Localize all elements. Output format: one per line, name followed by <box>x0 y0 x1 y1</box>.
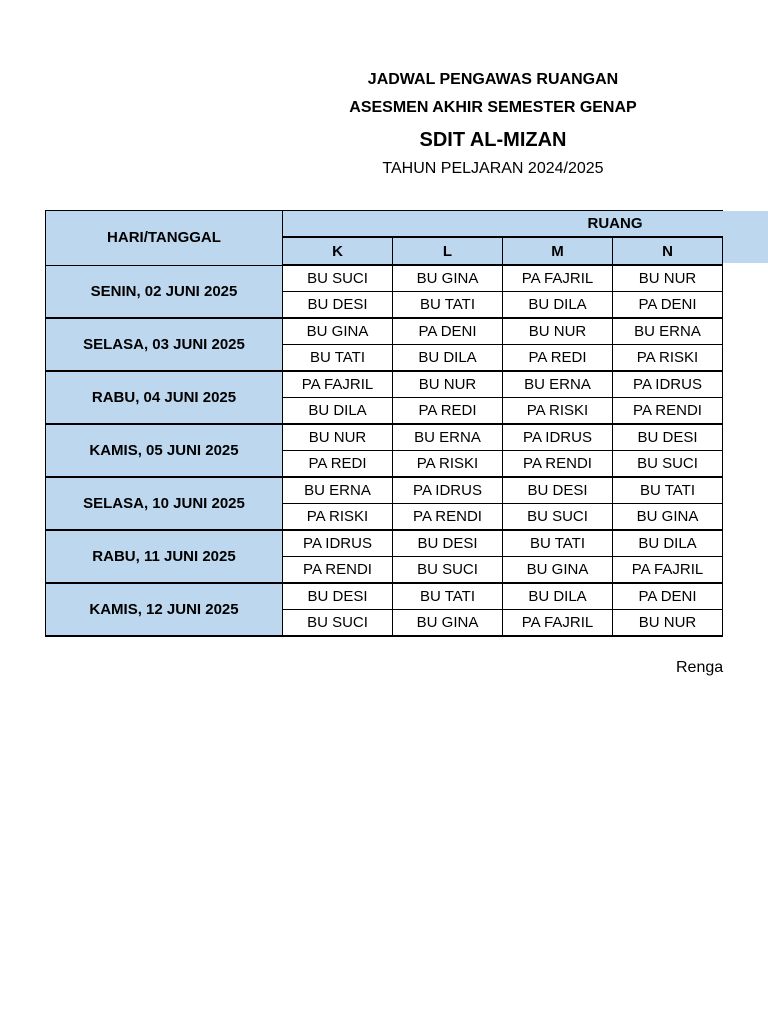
supervisor-cell: PA FAJRIL <box>503 610 613 637</box>
room-header-m: M <box>503 237 613 265</box>
supervisor-cell: BU ERNA <box>283 477 393 504</box>
header-fill-overflow <box>722 211 768 263</box>
supervisor-cell: BU GINA <box>393 265 503 292</box>
supervisor-cell: PA IDRUS <box>613 371 723 398</box>
supervisor-cell: BU GINA <box>613 504 723 531</box>
table-row <box>46 530 723 557</box>
supervisor-cell: BU NUR <box>613 610 723 637</box>
supervisor-cell: BU TATI <box>393 583 503 610</box>
supervisor-cell: BU DESI <box>503 477 613 504</box>
room-header-l: L <box>393 237 503 265</box>
supervisor-cell: BU TATI <box>393 292 503 319</box>
supervisor-cell: BU SUCI <box>613 451 723 478</box>
supervisor-cell: BU SUCI <box>393 557 503 584</box>
supervisor-cell: PA DENI <box>393 318 503 345</box>
day-date-cell: RABU, 11 JUNI 2025 <box>46 530 283 583</box>
room-header-k: K <box>283 237 393 265</box>
school-name: SDIT AL-MIZAN <box>419 129 567 151</box>
day-date-cell: SELASA, 03 JUNI 2025 <box>46 318 283 371</box>
table-row <box>46 424 723 451</box>
day-column-header: HARI/TANGGAL <box>46 211 283 266</box>
day-date-cell: KAMIS, 05 JUNI 2025 <box>46 424 283 477</box>
supervisor-cell: BU DESI <box>613 424 723 451</box>
supervisor-cell: BU DILA <box>393 345 503 372</box>
supervisor-cell: BU TATI <box>283 345 393 372</box>
supervisor-cell: BU SUCI <box>283 265 393 292</box>
table-row <box>46 583 723 610</box>
document-title-line1: JADWAL PENGAWAS RUANGAN <box>367 71 619 88</box>
supervisor-cell: PA IDRUS <box>283 530 393 557</box>
supervisor-cell: PA REDI <box>503 345 613 372</box>
supervisor-cell: PA DENI <box>613 583 723 610</box>
table-row <box>46 477 723 504</box>
supervisor-cell: BU SUCI <box>283 610 393 637</box>
day-date-cell: SENIN, 02 JUNI 2025 <box>46 265 283 318</box>
supervisor-cell: BU NUR <box>503 318 613 345</box>
room-header-n: N <box>613 237 723 265</box>
supervisor-cell: PA FAJRIL <box>283 371 393 398</box>
supervisor-cell: BU DESI <box>283 583 393 610</box>
supervisor-cell: PA RENDI <box>613 398 723 425</box>
supervisor-cell: PA RENDI <box>503 451 613 478</box>
supervisor-cell: PA REDI <box>283 451 393 478</box>
day-date-cell: KAMIS, 12 JUNI 2025 <box>46 583 283 636</box>
supervisor-cell: PA FAJRIL <box>503 265 613 292</box>
supervisor-cell: PA IDRUS <box>503 424 613 451</box>
document-title-line2: ASESMEN AKHIR SEMESTER GENAP <box>349 99 637 116</box>
supervisor-cell: BU NUR <box>393 371 503 398</box>
supervisor-cell: PA RISKI <box>613 345 723 372</box>
supervisor-cell: PA RISKI <box>503 398 613 425</box>
table-row <box>46 265 723 292</box>
supervisor-cell: BU TATI <box>613 477 723 504</box>
supervisor-cell: PA RISKI <box>393 451 503 478</box>
academic-year: TAHUN PELJARAN 2024/2025 <box>382 160 604 177</box>
supervisor-cell: PA DENI <box>613 292 723 319</box>
supervisor-cell: BU SUCI <box>503 504 613 531</box>
supervisor-schedule-table <box>45 210 723 637</box>
table-row <box>46 318 723 345</box>
supervisor-cell: BU GINA <box>283 318 393 345</box>
supervisor-cell: BU NUR <box>283 424 393 451</box>
supervisor-cell: PA RENDI <box>393 504 503 531</box>
supervisor-cell: PA RISKI <box>283 504 393 531</box>
supervisor-cell: BU GINA <box>393 610 503 637</box>
supervisor-cell: BU DILA <box>613 530 723 557</box>
supervisor-cell: PA FAJRIL <box>613 557 723 584</box>
table-row <box>46 371 723 398</box>
day-date-cell: SELASA, 10 JUNI 2025 <box>46 477 283 530</box>
supervisor-cell: PA RENDI <box>283 557 393 584</box>
supervisor-cell: BU NUR <box>613 265 723 292</box>
supervisor-cell: BU DILA <box>503 583 613 610</box>
supervisor-cell: BU TATI <box>503 530 613 557</box>
room-group-header: RUANG <box>283 211 723 238</box>
supervisor-cell: BU ERNA <box>393 424 503 451</box>
signature-place: Renga <box>676 659 724 676</box>
schedule-body <box>46 265 723 636</box>
day-date-cell: RABU, 04 JUNI 2025 <box>46 371 283 424</box>
supervisor-cell: PA IDRUS <box>393 477 503 504</box>
supervisor-cell: BU DESI <box>283 292 393 319</box>
supervisor-cell: BU ERNA <box>613 318 723 345</box>
supervisor-cell: PA REDI <box>393 398 503 425</box>
supervisor-cell: BU ERNA <box>503 371 613 398</box>
supervisor-cell: BU DILA <box>503 292 613 319</box>
supervisor-cell: BU DESI <box>393 530 503 557</box>
supervisor-cell: BU GINA <box>503 557 613 584</box>
supervisor-cell: BU DILA <box>283 398 393 425</box>
